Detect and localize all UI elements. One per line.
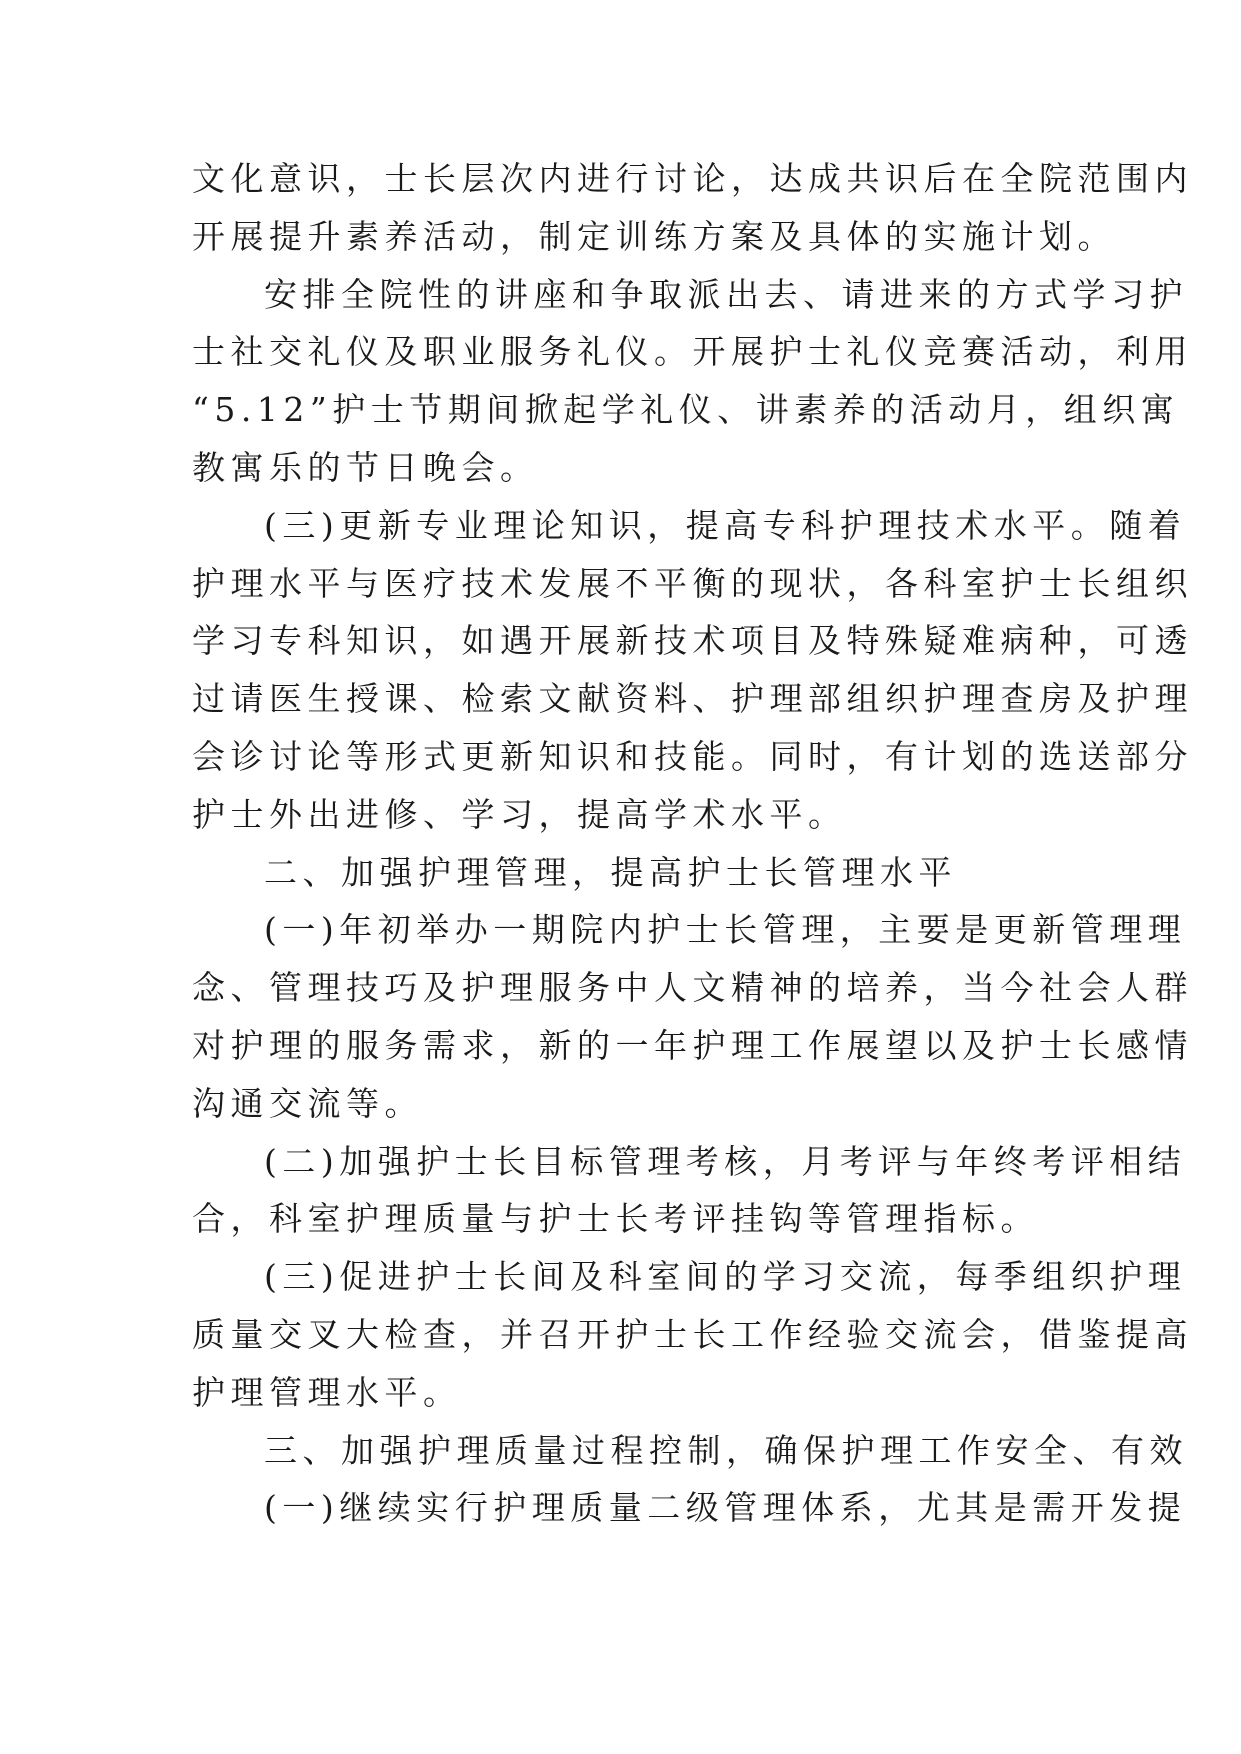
text-line: 过请医生授课、检索文献资料、护理部组织护理查房及护理 — [192, 679, 1193, 719]
text-line: 士社交礼仪及职业服务礼仪。开展护士礼仪竞赛活动，利用 — [192, 332, 1193, 372]
paragraph-start-line: (三)促进护士长间及科室间的学习交流，每季组织护理 — [264, 1257, 1187, 1297]
text-line: 护理管理水平。 — [192, 1372, 462, 1412]
section-heading: 三、加强护理质量过程控制，确保护理工作安全、有效 — [264, 1430, 1188, 1470]
text-line: 对护理的服务需求，新的一年护理工作展望以及护士长感情 — [192, 1025, 1193, 1065]
text-line: 护理水平与医疗技术发展不平衡的现状，各科室护士长组织 — [192, 563, 1193, 603]
text-line: 文化意识，士长层次内进行讨论，达成共识后在全院范围内 — [192, 159, 1193, 198]
text-line: 沟通交流等。 — [192, 1083, 423, 1123]
paragraph-start-line: 安排全院性的讲座和争取派出去、请进来的方式学习护 — [264, 274, 1188, 314]
text-line: 开展提升素养活动，制定训练方案及具体的实施计划。 — [192, 216, 1116, 256]
text-line: 学习专科知识，如遇开展新技术项目及特殊疑难病种，可透 — [192, 621, 1193, 661]
paragraph-start-line: (三)更新专业理论知识，提高专科护理技术水平。随着 — [264, 505, 1187, 545]
document-body — [192, 150, 1193, 1537]
text-line: 念、管理技巧及护理服务中人文精神的培养，当今社会人群 — [192, 968, 1193, 1008]
paragraph-start-line: (二)加强护士长目标管理考核，月考评与年终考评相结 — [264, 1141, 1187, 1181]
paragraph-start-line: (一)继续实行护理质量二级管理体系，尤其是需开发提 — [264, 1488, 1187, 1528]
text-line: 会诊讨论等形式更新知识和技能。同时，有计划的选送部分 — [192, 736, 1193, 776]
paragraph-start-line: (一)年初举办一期院内护士长管理，主要是更新管理理 — [264, 910, 1187, 950]
text-line: 护士外出进修、学习，提高学术水平。 — [192, 794, 847, 834]
section-heading: 二、加强护理管理，提高护士长管理水平 — [264, 852, 957, 892]
text-line: 教寓乐的节日晚会。 — [192, 447, 539, 487]
text-line: 质量交叉大检查，并召开护士长工作经验交流会，借鉴提高 — [192, 1314, 1193, 1354]
text-line: 合，科室护理质量与护士长考评挂钩等管理指标。 — [192, 1199, 1039, 1239]
text-line: “5.12”护士节期间掀起学礼仪、讲素养的活动月，组织寓 — [192, 390, 1180, 430]
